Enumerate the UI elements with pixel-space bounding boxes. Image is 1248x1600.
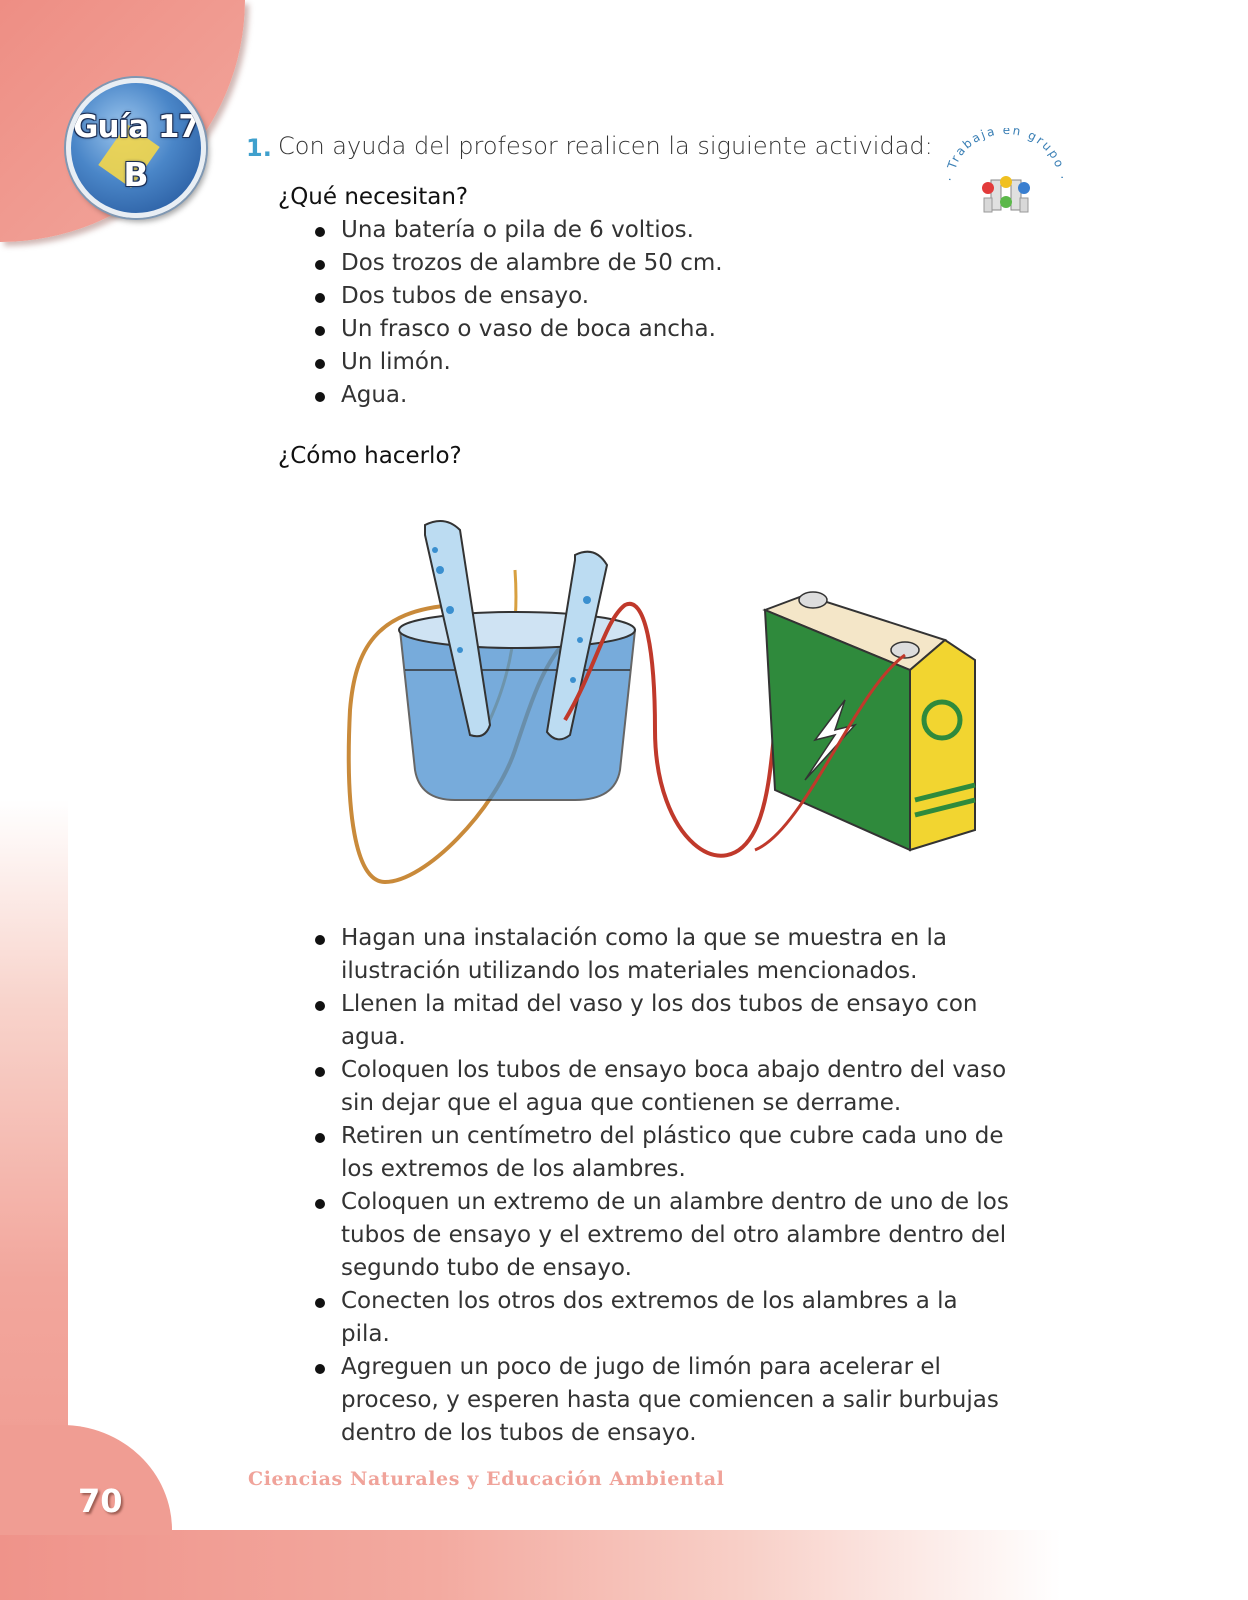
list-item: Conecten los otros dos extremos de los alambres a la pila. [313, 1285, 1013, 1351]
work-group-label: · Trabaja en grupo · [944, 128, 1068, 182]
list-item: Dos trozos de alambre de 50 cm. [313, 247, 953, 280]
list-item: Una batería o pila de 6 voltios. [313, 214, 953, 247]
steps-list [313, 922, 1013, 1450]
badge-guide-label: Guía 17 [73, 109, 199, 145]
list-item: Coloquen un extremo de un alambre dentro de uno de los tubos de ensayo y el extremo del otro alambre dentro del segundo tubo de ensayo. [313, 1186, 1013, 1285]
footer-subject-title: Ciencias Naturales y Educación Ambiental [248, 1468, 725, 1490]
list-item: Coloquen los tubos de ensayo boca abajo dentro del vaso sin dejar que el agua que contienen se derrame. [313, 1054, 1013, 1120]
question-text: Con ayuda del profesor realicen la siguiente actividad: [278, 132, 933, 160]
bottom-strip [0, 1530, 1248, 1600]
list-item: Hagan una instalación como la que se muestra en la ilustración utilizando los materiales mencionados. [313, 922, 1013, 988]
page-number: 70 [78, 1482, 123, 1520]
list-item: Agreguen un poco de jugo de limón para acelerar el proceso, y esperen hasta que comiencen a salir burbujas dentro de los tubos de ensayo. [313, 1351, 1013, 1450]
electrolysis-illustration [335, 510, 985, 890]
list-item: Dos tubos de ensayo. [313, 280, 953, 313]
glass-beaker [399, 612, 635, 800]
svg-text:· Trabaja en grupo · [944, 128, 1068, 182]
list-item: Un limón. [313, 346, 953, 379]
question-number: 1. [246, 134, 272, 162]
group-people-icon [982, 176, 1030, 212]
list-item: Agua. [313, 379, 953, 412]
guide-badge [66, 78, 206, 218]
materials-list [313, 214, 953, 412]
list-item: Un frasco o vaso de boca ancha. [313, 313, 953, 346]
work-group-icon [944, 128, 1068, 228]
list-item: Retiren un centímetro del plástico que cubre cada uno de los extremos de los alambres. [313, 1120, 1013, 1186]
badge-letter: B [123, 155, 149, 194]
needs-heading: ¿Qué necesitan? [278, 184, 469, 210]
how-heading: ¿Cómo hacerlo? [278, 443, 462, 469]
list-item: Llenen la mitad del vaso y los dos tubos de ensayo con agua. [313, 988, 1013, 1054]
